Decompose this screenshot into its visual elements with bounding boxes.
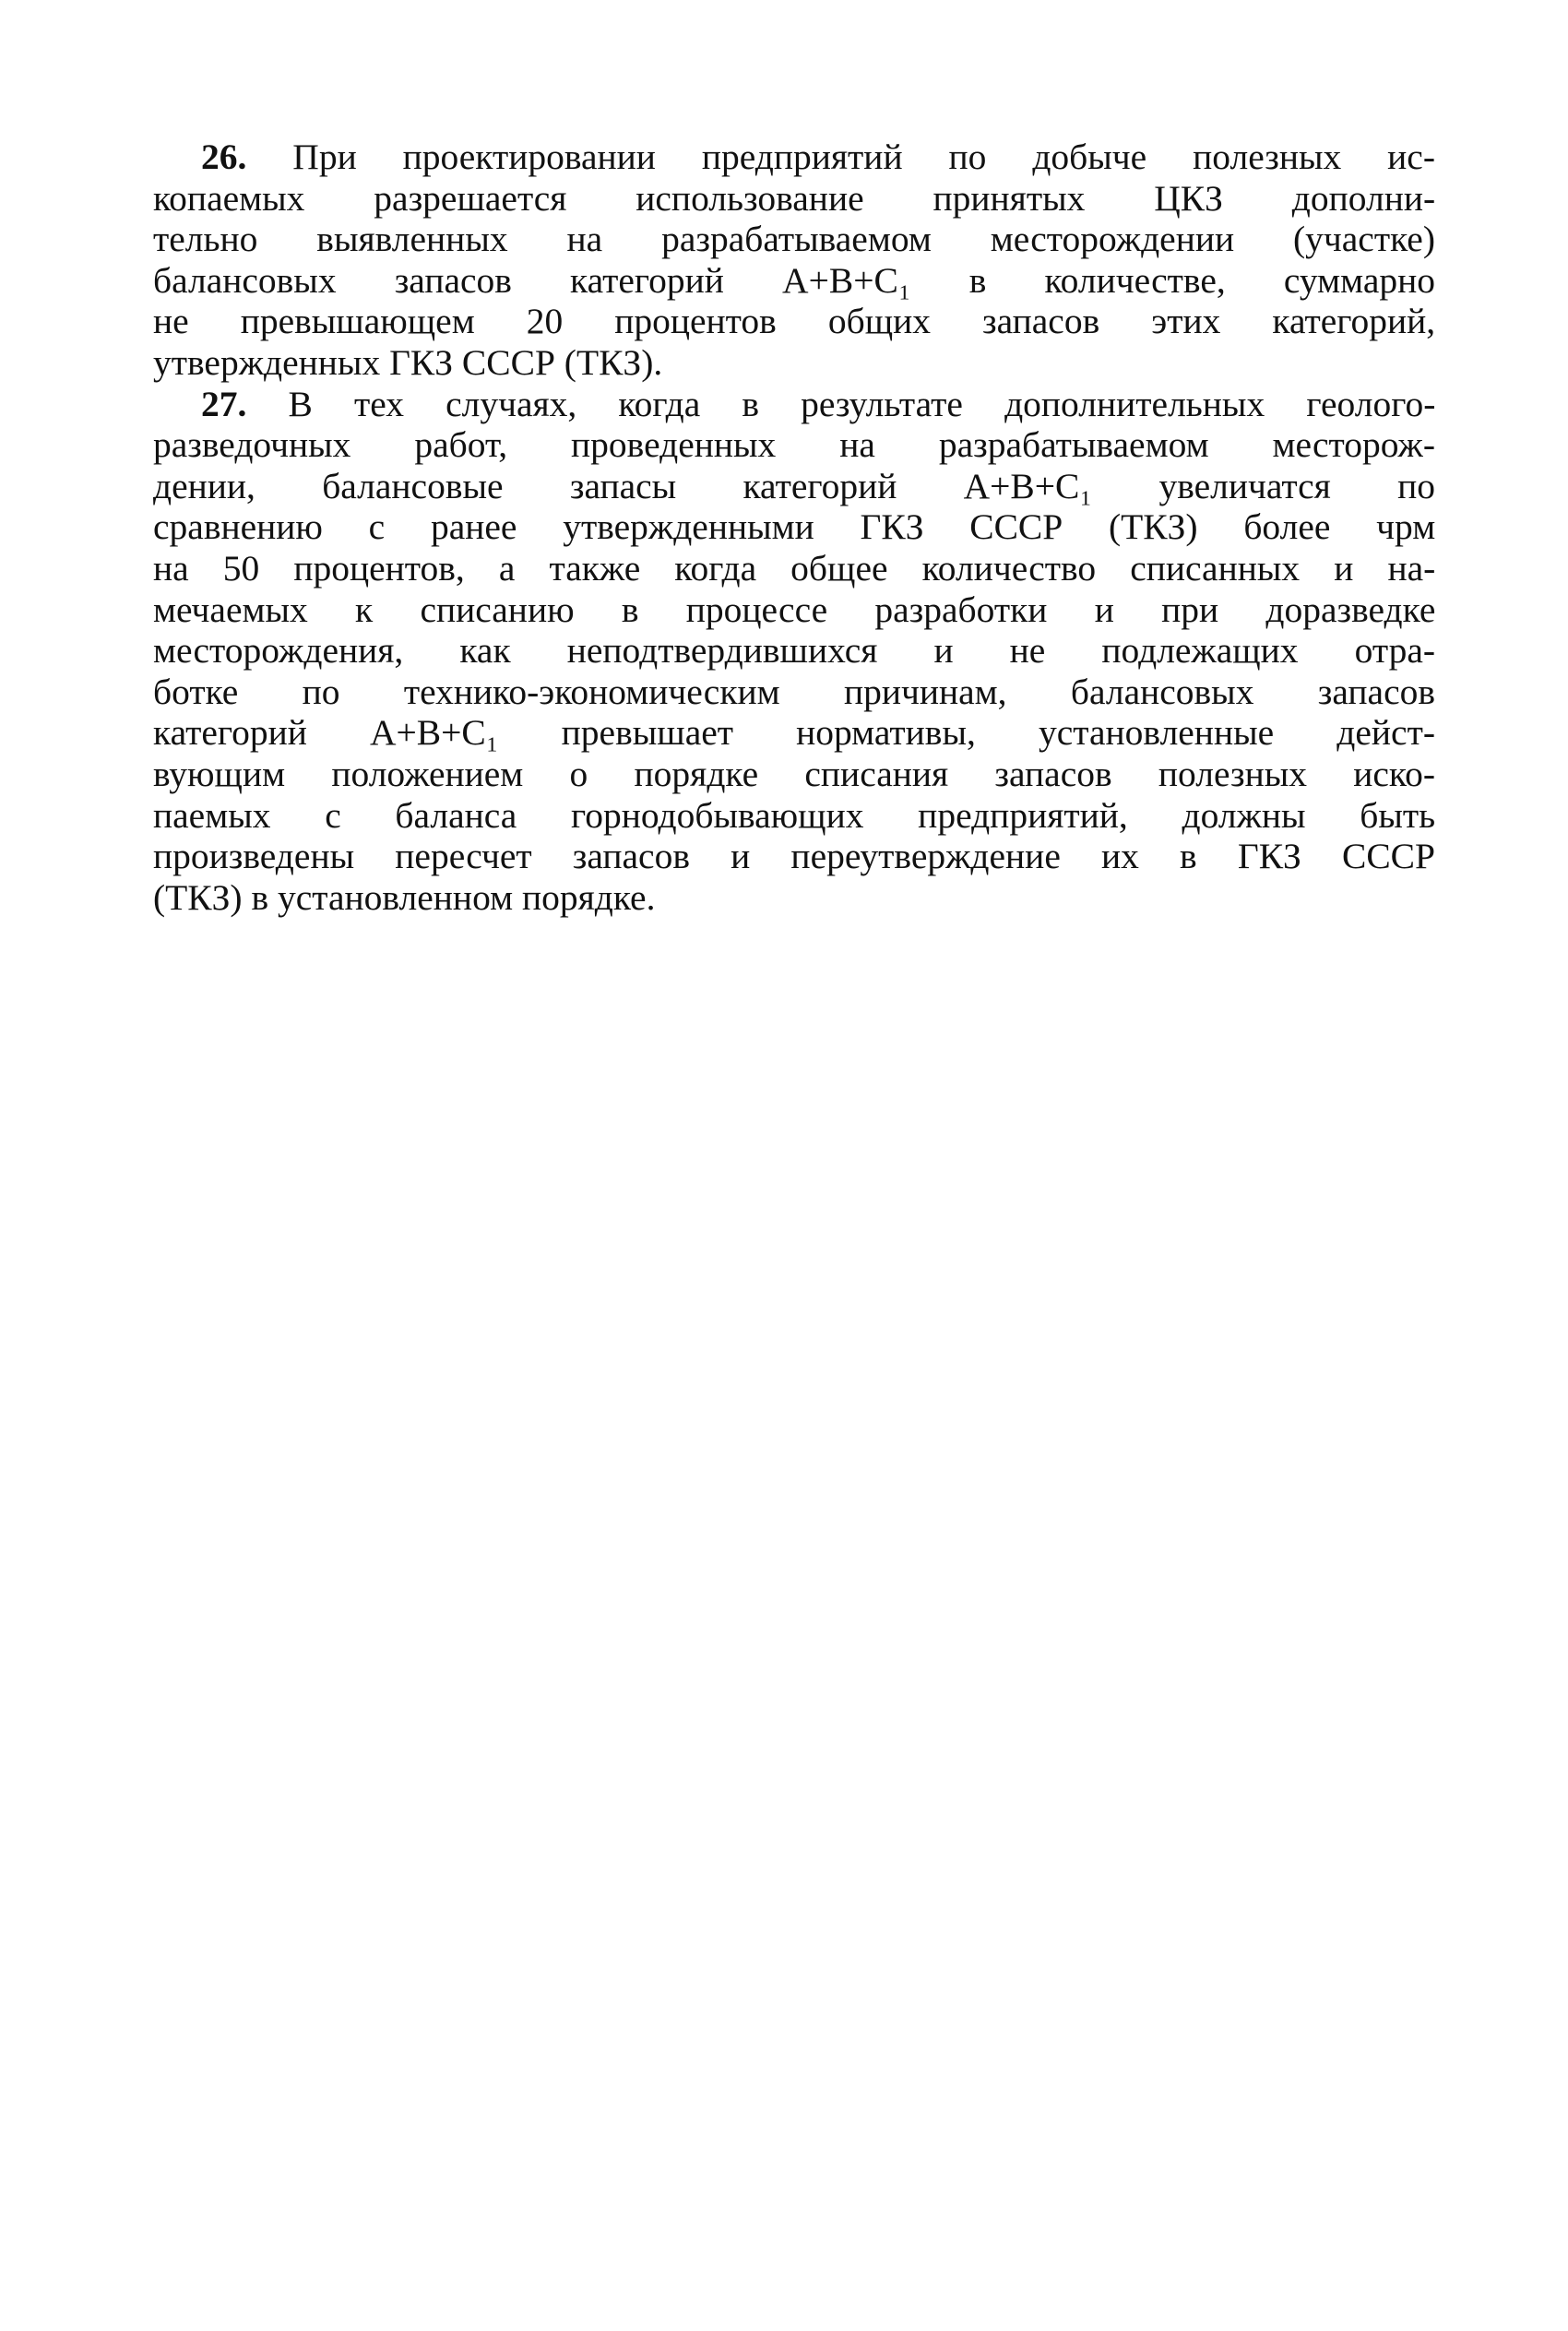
text-line: на 50 процентов, а также когда общее количество списанных и на- [153,547,1436,589]
text-line: 26. При проектировании предприятий по добыче полезных ис- [201,137,1435,177]
text-line: тельно выявленных на разрабатываемом месторождении (участке) [153,219,1435,260]
text-line: копаемых разрешается использование принятых ЦКЗ дополни- [153,177,1436,219]
paragraph-27 [153,384,1435,919]
text-line: дении, балансовые запасы категорий А+В+С₁ увеличатся по [153,465,1435,506]
text-line: 27. В тех случаях, когда в результате дополнительных геолого- [201,383,1436,424]
text-line: не превышающем 20 процентов общих запасов этих категорий, [153,301,1436,342]
text-line: утвержденных ГКЗ СССР (ТКЗ). [153,341,663,383]
document-page [153,137,1435,918]
paragraph-26 [153,137,1435,384]
text-line: (ТКЗ) в установленном порядке. [153,876,656,918]
text-line: балансовых запасов категорий А+В+С₁ в количестве, суммарно [153,259,1435,301]
text-line: паемых с баланса горнодобывающих предприятий, должны быть [153,794,1436,836]
text-line: разведочных работ, проведенных на разрабатываемом месторож- [153,424,1435,466]
text-line: вующим положением о порядке списания запасов полезных иско- [153,753,1435,794]
text-line: категорий А+В+С₁ превышает нормативы, установленные дейст- [153,712,1435,754]
paragraph-number: 26. [201,137,247,177]
text-line: мечаемых к списанию в процессе разработки и при доразведке [153,589,1436,630]
text-line: сравнению с ранее утвержденными ГКЗ СССР (ТКЗ) более чрм [153,506,1436,548]
text-line: произведены пересчет запасов и переутверждение их в ГКЗ СССР [153,836,1435,877]
text-line: ботке по технико-экономическим причинам, балансовых запасов [153,671,1435,712]
text-line: месторождения, как неподтвердившихся и не подлежащих отра- [153,630,1436,672]
paragraph-number: 27. [201,383,247,424]
